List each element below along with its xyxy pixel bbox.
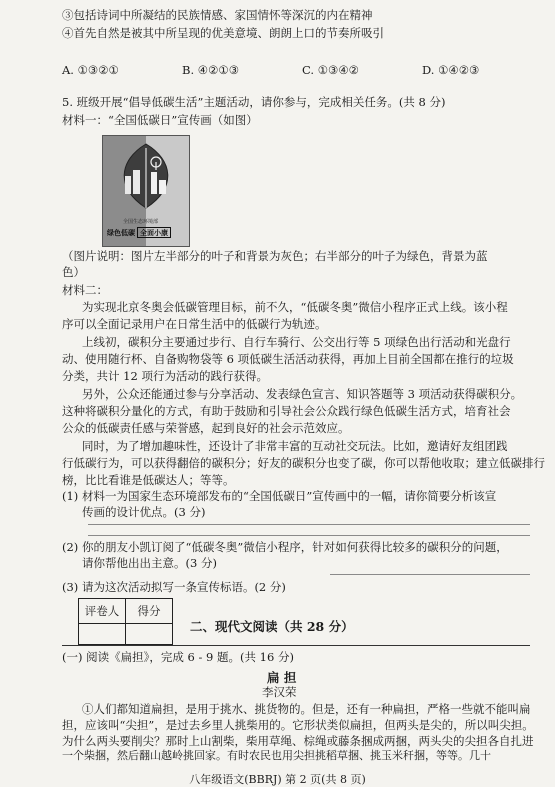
material-2-text: 这种将碳积分量化的方式，有助于鼓励和引导社会公众践行绿色低碳生活方式，培育社会	[62, 404, 511, 418]
poster-slogan	[107, 228, 171, 238]
essay-paragraph-line: 为什么两头要削尖？那时上山割柴，柴用草绳、棕绳或藤条捆成两捆，两头尖的尖担各自扎进	[62, 734, 534, 748]
material-2-text: 公众的低碳责任感与荣誉感，起到良好的社会示范效应。	[62, 421, 350, 435]
material-2-text: 序可以全面记录用户在日常生活中的低碳行为轨迹。	[62, 317, 327, 331]
grader-header: 评卷人	[79, 599, 126, 624]
section-heading: 二、现代文阅读（共 28 分）	[190, 619, 354, 634]
essay-paragraph-line: 担，应该叫“尖担”，是过去乡里人挑柴用的。它形状类似扁担，但两头是尖的，所以叫尖担。	[62, 718, 534, 732]
option-4-line: ④首先自然是被其中所呈现的优美意境、朗朗上口的节奏所吸引	[62, 26, 384, 40]
answer-line[interactable]	[88, 535, 530, 536]
subquestion-3: (3) 请为这次活动拟写一条宣传标语。(2 分)	[62, 580, 286, 594]
low-carbon-poster	[102, 135, 190, 247]
material-2-text: 上线初，碳积分主要通过步行、自行车骑行、公交出行等 5 项绿色出行活动和光盘行	[82, 335, 511, 349]
material-2-text: 行低碳行为，可以获得翻倍的碳积分；好友的碳积分也变了碳，你可以帮他收取；建立低碳排行	[62, 456, 545, 470]
material-2-text: 另外，公众还能通过参与分享活动、发表绿色宣言、知识答题等 3 项活动获得碳积分。	[82, 387, 523, 401]
subquestion-2: (2) 你的朋友小凯订阅了“低碳冬奥”微信小程序，针对如何获得比较多的碳积分的问题，	[62, 540, 508, 554]
material-2-text: 分类，共计 12 项行为活动的践行获得。	[62, 369, 268, 383]
poster-caption: 全国生态环境部	[123, 219, 159, 225]
poster-note: （图片说明：图片左半部分的叶子和背景为灰色；右半部分的叶子为绿色，背景为蓝	[62, 249, 488, 263]
subquestion-1: (1) 材料一为国家生态环境部发布的“全国低碳日”宣传画中的一幅，请你简要分析该宣	[62, 489, 497, 503]
material-2-text: 同时，为了增加趣味性，还设计了非常丰富的互动社交玩法。比如，邀请好友组团践	[82, 439, 508, 453]
essay-author: 李汉荣	[262, 685, 297, 699]
material-2-text: 榜，比比看谁是低碳达人；等等。	[62, 473, 235, 487]
reading-instructions: (一) 阅读《扁担》，完成 6 - 9 题。(共 16 分)	[62, 650, 294, 664]
choice-c: C. ①③④②	[302, 63, 359, 77]
answer-line[interactable]	[330, 574, 530, 575]
page-footer: 八年级语文(BBRJ) 第 2 页(共 8 页)	[189, 773, 366, 786]
material-2-text: 为实现北京冬奥会低碳管理目标，前不久，“低碳冬奥”微信小程序正式上线。该小程	[82, 300, 508, 314]
material-1-label: 材料一：“全国低碳日”宣传画（如图）	[62, 113, 258, 127]
choice-d: D. ①④②③	[422, 63, 480, 77]
poster-slogan-left: 绿色低碳	[107, 228, 135, 237]
score-header: 得分	[126, 599, 173, 624]
essay-paragraph-line: 一个柴捆，然后翻山越岭挑回家。有时农民也用尖担挑稻草捆、挑玉米秆捆，等等。几十	[62, 749, 491, 762]
question-5: 5. 班级开展“倡导低碳生活”主题活动，请你参与，完成相关任务。(共 8 分)	[62, 95, 446, 109]
choice-b: B. ④②①③	[182, 63, 240, 77]
score-table	[78, 598, 173, 645]
answer-line[interactable]	[88, 524, 530, 525]
essay-title: 扁 担	[267, 670, 297, 685]
score-cell[interactable]	[126, 624, 173, 645]
poster-slogan-right: 全面小康	[137, 227, 171, 238]
subquestion-1-cont: 传画的设计优点。(3 分)	[82, 505, 206, 519]
poster-note-end: 色）	[62, 265, 85, 279]
material-2-label: 材料二：	[62, 283, 108, 297]
grader-cell[interactable]	[79, 624, 126, 645]
material-2-text: 动、使用随行杯、自备购物袋等 6 项低碳生活活动获得，再加上目前全国都在推行的垃圾	[62, 352, 514, 366]
subquestion-2-cont: 请你帮他出出主意。(3 分)	[82, 556, 217, 570]
leaf-city-icon	[109, 142, 183, 212]
section-divider	[62, 645, 530, 646]
option-3-line: ③包括诗词中所凝结的民族情感、家国情怀等深沉的内在精神	[62, 8, 373, 22]
essay-paragraph-line: ①人们都知道扁担，是用于挑水、挑货物的。但是，还有一种扁担，严格一些就不能叫扁	[82, 702, 531, 716]
choice-a: A. ①③②①	[62, 63, 119, 77]
